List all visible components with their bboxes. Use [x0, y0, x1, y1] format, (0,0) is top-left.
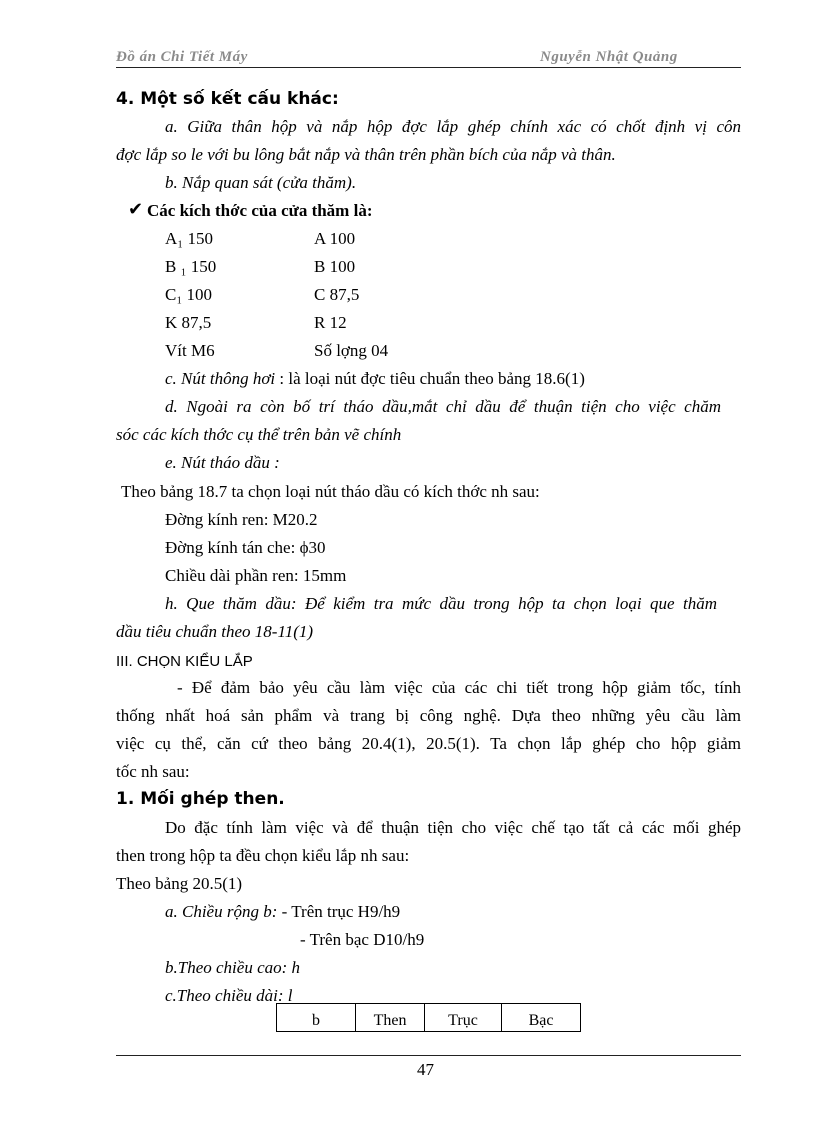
drain-plug-line-3: Chiều dài phần ren: 15mm: [165, 566, 347, 585]
dim-right-2: B 100: [314, 257, 356, 276]
section-4-title: 4. Một số kết cấu khác:: [116, 89, 339, 109]
check-icon: ✔: [128, 199, 144, 219]
fit-table: [276, 1003, 581, 1032]
table-header-bac: Bạc: [502, 1004, 581, 1032]
para-b: b. Nắp quan sát (cửa thăm).: [165, 173, 357, 192]
dim-left-4: K 87,5: [165, 313, 212, 332]
section-iii-title: III. CHỌN KIỂU LẮP: [116, 653, 253, 670]
width-fit-bushing: - Trên bạc D10/h9: [300, 930, 425, 949]
length-fit: c.Theo chiều dài: l: [165, 986, 293, 1005]
width-fit-line1: [165, 902, 400, 922]
drain-plug-line-1: Đờng kính ren: M20.2: [165, 510, 318, 529]
para-e: e. Nút tháo dầu :: [165, 453, 280, 472]
header-left: Đồ án Chi Tiết Máy: [116, 49, 248, 65]
section-1-line2: then trong hộp ta đều chọn kiểu lắp nh sau:: [116, 846, 410, 865]
section-iii-line1: - Để đảm bảo yêu cầu làm việc của các chi tiết trong hộp giảm tốc, tính: [177, 678, 741, 697]
dim-left-2: B ₁ 150: [165, 257, 217, 276]
para-h-line1: h. Que thăm dầu: Để kiểm tra mức dầu trong hộp ta chọn loại que thăm: [165, 594, 717, 613]
footer-rule: [116, 1055, 741, 1056]
height-fit: b.Theo chiều cao: h: [165, 958, 301, 977]
section-1-line3: Theo bảng 20.5(1): [116, 874, 243, 893]
dim-left-1: A₁ 150: [165, 229, 213, 248]
width-fit-shaft: - Trên trục H9/h9: [277, 902, 401, 921]
section-iii-line2: thống nhất hoá sản phẩm và trang bị công nghệ. Dựa theo những yêu cầu làm: [116, 706, 741, 725]
dim-right-5: Số lợng 04: [314, 341, 389, 360]
section-1-title: 1. Mối ghép then.: [116, 789, 285, 809]
header-rule: [116, 67, 741, 68]
para-d-line2: sóc các kích thớc cụ thể trên bản vẽ chính: [116, 425, 402, 444]
dim-right-4: R 12: [314, 313, 347, 332]
table-row: [277, 1004, 581, 1032]
dim-right-1: A 100: [314, 229, 356, 248]
para-a-line2: đợc lắp so le với bu lông bắt nắp và thân trên phần bích của nắp và thân.: [116, 145, 616, 164]
para-a-line1: a. Giữa thân hộp và nắp hộp đợc lắp ghép chính xác có chốt định vị côn: [165, 117, 741, 136]
dim-right-3: C 87,5: [314, 285, 360, 304]
para-d-line1: d. Ngoài ra còn bố trí tháo dầu,mắt chỉ dầu để thuận tiện cho việc chăm: [165, 397, 721, 416]
para-c-text: : là loại nút đợc tiêu chuẩn theo bảng 18.6(1): [275, 369, 585, 388]
section-iii-line3: việc cụ thể, căn cứ theo bảng 20.4(1), 20.5(1). Ta chọn lắp ghép cho hộp giảm: [116, 734, 741, 753]
page-number: 47: [417, 1060, 434, 1079]
dim-left-5: Vít M6: [165, 341, 215, 360]
check-title: Các kích thớc của cửa thăm là:: [147, 201, 373, 220]
para-e-table-ref: Theo bảng 18.7 ta chọn loại nút tháo dầu có kích thớc nh sau:: [121, 482, 540, 501]
para-h-line2: dầu tiêu chuẩn theo 18-11(1): [116, 622, 314, 641]
drain-plug-line-2: Đờng kính tán che: ϕ30: [165, 538, 326, 557]
dim-left-3: C₁ 100: [165, 285, 213, 304]
header-right: Nguyễn Nhật Quảng: [540, 49, 678, 65]
section-iii-line4: tốc nh sau:: [116, 762, 190, 781]
table-header-then: Then: [356, 1004, 425, 1032]
para-c-label: c. Nút thông hơi: [165, 369, 276, 388]
para-c: [165, 369, 585, 389]
table-header-b: b: [277, 1004, 356, 1032]
table-header-truc: Trục: [425, 1004, 502, 1032]
width-fit-label: a. Chiều rộng b:: [165, 902, 278, 921]
section-1-line1: Do đặc tính làm việc và để thuận tiện cho việc chế tạo tất cả các mối ghép: [165, 818, 741, 837]
